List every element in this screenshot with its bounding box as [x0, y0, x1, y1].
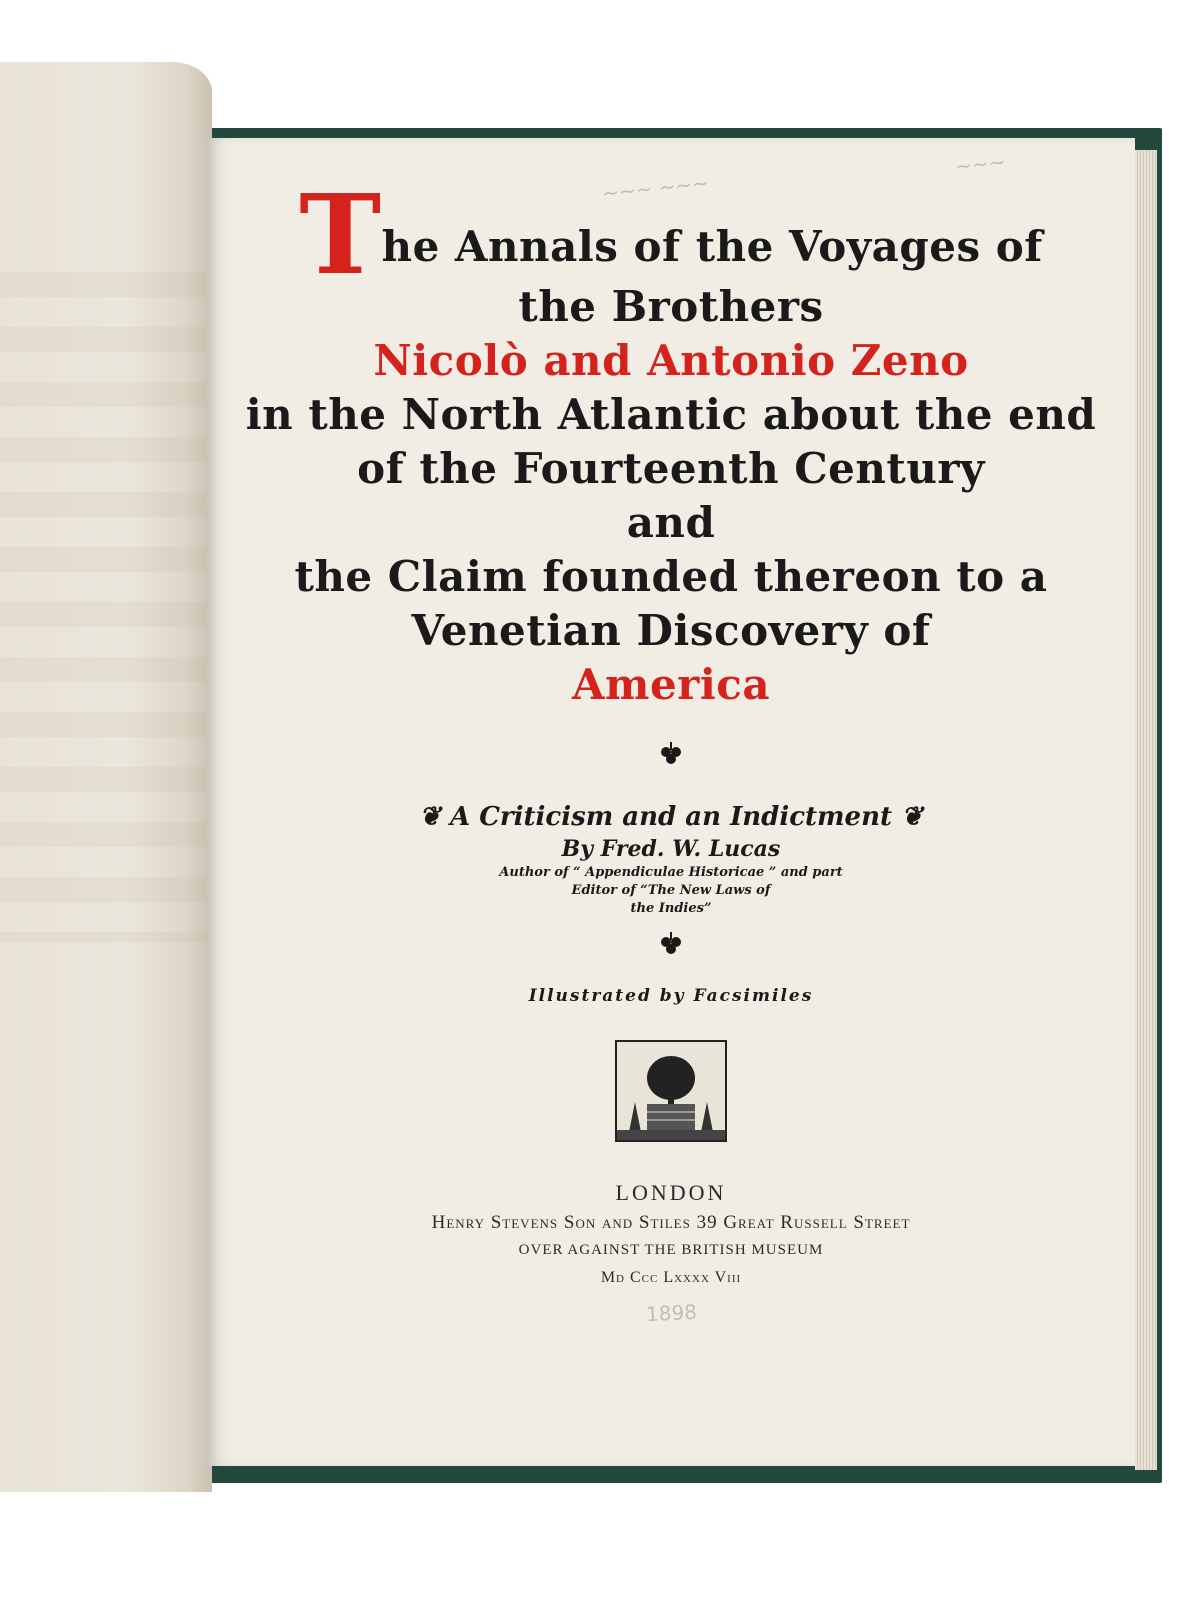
subtitle: ❦ A Criticism and an Indictment ❦: [419, 802, 923, 832]
fleuron-icon: [658, 740, 684, 766]
pencil-marks: ~~~ ~~~: [601, 170, 710, 206]
author: By Fred. W. Lucas: [561, 836, 781, 862]
tree-well-icon: [617, 1042, 725, 1140]
title-line-2: the Brothers: [518, 282, 824, 331]
decorated-initial: T: [299, 170, 382, 299]
title-line-6: and: [626, 498, 716, 547]
title-line-1: The Annals of the Voyages of: [299, 170, 1043, 299]
fleuron-right-icon: ❦: [901, 802, 923, 832]
pencil-year: 1898: [644, 1299, 698, 1327]
title-line-8: Venetian Discovery of: [411, 606, 931, 655]
fleuron-icon-2: [658, 930, 684, 956]
title-line-7: the Claim founded thereon to a: [294, 552, 1048, 601]
author-note-1: Author of “ Appendiculae Historicae ” and part: [499, 865, 843, 880]
title-line-4: in the North Atlantic about the end: [245, 390, 1097, 439]
title-america: America: [571, 660, 771, 709]
author-note-3: the Indies”: [630, 901, 712, 916]
publisher: Henry Stevens Son and Stiles 39 Great Russell Street: [431, 1212, 911, 1233]
illustrated-line: Illustrated by Facsimiles: [528, 986, 814, 1006]
title-page: [207, 138, 1135, 1466]
fleuron-left-icon: ❦: [419, 802, 441, 832]
show-through-text: [0, 242, 212, 942]
title-line-5: of the Fourteenth Century: [357, 444, 985, 493]
address: OVER AGAINST THE BRITISH MUSEUM: [518, 1242, 824, 1258]
page-edges: [1135, 150, 1157, 1470]
left-page: [0, 62, 212, 1492]
woodcut-printers-device: [615, 1040, 727, 1142]
title-block: [207, 138, 1135, 1325]
place-london: LONDON: [615, 1180, 727, 1205]
pencil-marks-2: ~~~: [953, 149, 1007, 179]
author-note-2: Editor of “The New Laws of: [571, 883, 771, 898]
date-roman: Md Ccc Lxxxx Viii: [600, 1269, 742, 1286]
title-names: Nicolò and Antonio Zeno: [373, 336, 969, 385]
